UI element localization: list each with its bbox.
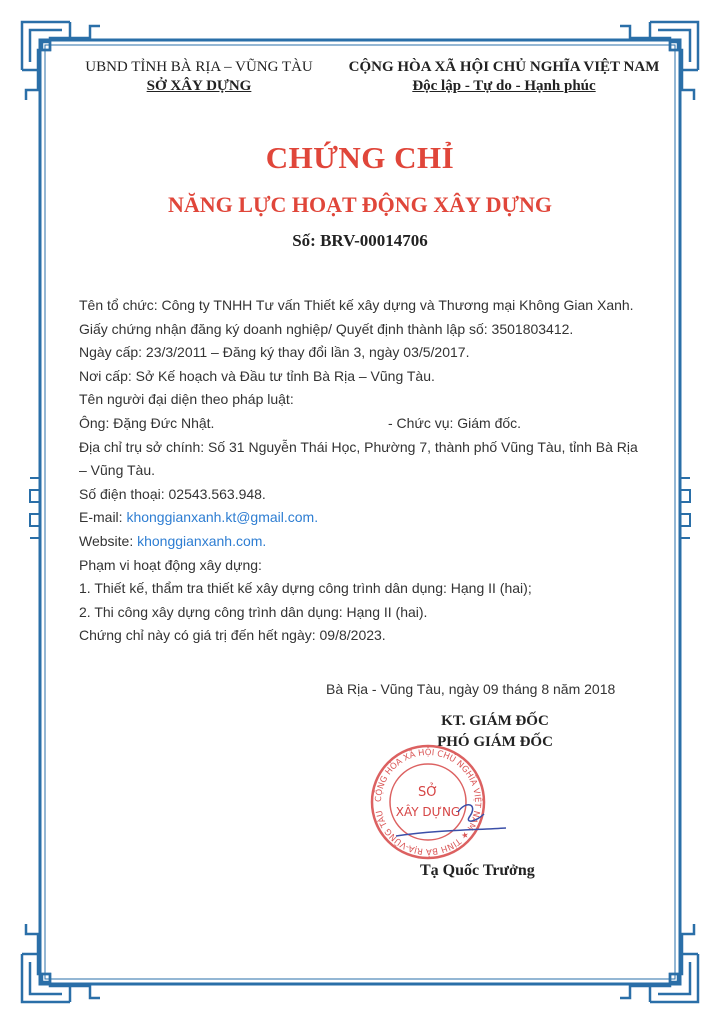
seal-ring-text: CỘNG HÒA XÃ HỘI CHỦ NGHĨA VIỆT NAM ★ TỈNH BÀ RỊA-VŨNG TÀU bbox=[373, 747, 483, 857]
representative-label: Tên người đại diện theo pháp luật: bbox=[79, 391, 294, 408]
website-row bbox=[79, 530, 679, 554]
address-line-2: – Vũng Tàu. bbox=[79, 462, 156, 479]
certificate-subtitle: NĂNG LỰC HOẠT ĐỘNG XÂY DỰNG bbox=[168, 192, 552, 217]
issue-date: Ngày cấp: 23/3/2011 – Đăng ký thay đổi lần 3, ngày 03/5/2017. bbox=[79, 344, 470, 361]
certificate-number: Số: BRV-00014706 bbox=[292, 231, 428, 250]
signature-title-line2: PHÓ GIÁM ĐỐC bbox=[437, 734, 553, 750]
scope-label: Phạm vi hoạt động xây dựng: bbox=[79, 556, 262, 573]
address-line-1: Địa chỉ trụ sở chính: Số 31 Nguyễn Thái Học, Phường 7, thành phố Vũng Tàu, tỉnh Bà Rịa bbox=[79, 438, 638, 455]
representative-name: Ông: Đặng Đức Nhật. bbox=[79, 414, 215, 431]
representative-row bbox=[79, 412, 679, 436]
signer-name: Tạ Quốc Trưởng bbox=[420, 862, 535, 879]
validity: Chứng chỉ này có giá trị đến hết ngày: 09/8/2023. bbox=[79, 627, 386, 644]
department-name: SỞ XÂY DỰNG bbox=[146, 78, 252, 94]
country-name: CỘNG HÒA XÃ HỘI CHỦ NGHĨA VIỆT NAM bbox=[348, 59, 660, 75]
place-and-date: Bà Rịa - Vũng Tàu, ngày 09 tháng 8 năm 2018 bbox=[326, 681, 616, 697]
certificate-title: CHỨNG CHỈ bbox=[265, 140, 455, 175]
email-label: E-mail: bbox=[79, 509, 127, 526]
signature-title-line1: KT. GIÁM ĐỐC bbox=[441, 713, 549, 729]
representative-position: - Chức vụ: Giám đốc. bbox=[388, 414, 522, 431]
seal-center-top: SỞ bbox=[417, 785, 439, 800]
business-registration: Giấy chứng nhận đăng ký doanh nghiệp/ Quyết định thành lập số: 3501803412. bbox=[79, 320, 574, 337]
province-committee: UBND TỈNH BÀ RỊA – VŨNG TÀU bbox=[85, 59, 313, 75]
scope-item-1: 1. Thiết kế, thẩm tra thiết kế xây dựng công trình dân dụng: Hạng II (hai); bbox=[79, 580, 532, 597]
organization-name: Tên tổ chức: Công ty TNHH Tư vấn Thiết kế xây dựng và Thương mại Không Gian Xanh. bbox=[79, 297, 634, 313]
issuing-authority bbox=[64, 58, 334, 96]
email-link[interactable]: khonggianxanh.kt@gmail.com. bbox=[126, 509, 319, 526]
phone: Số điện thoại: 02543.563.948. bbox=[79, 485, 266, 502]
scope-item-2: 2. Thi công xây dựng công trình dân dụng: Hạng II (hai). bbox=[79, 603, 428, 620]
website-link[interactable]: khonggianxanh.com. bbox=[137, 532, 267, 549]
certificate-body bbox=[79, 294, 679, 648]
seal-center-bottom: XÂY DỰNG bbox=[395, 805, 461, 819]
motto: Độc lập - Tự do - Hạnh phúc bbox=[412, 78, 596, 94]
website-label: Website: bbox=[79, 532, 138, 549]
national-motto bbox=[328, 58, 680, 96]
official-seal bbox=[366, 738, 506, 868]
email-row bbox=[79, 506, 679, 530]
issuing-place: Nơi cấp: Sở Kế hoạch và Đầu tư tỉnh Bà Rịa – Vũng Tàu. bbox=[79, 367, 435, 384]
